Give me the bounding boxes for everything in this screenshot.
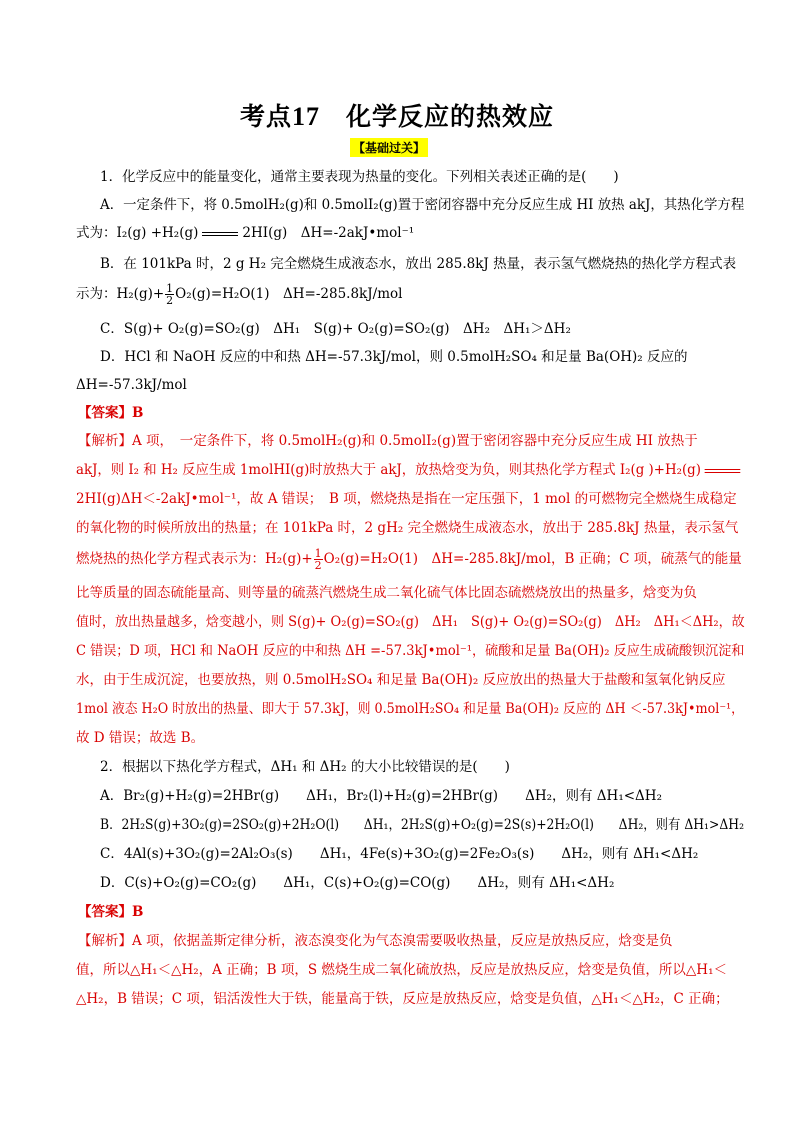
fraction-one-half: $\frac{1}{2}$ (314, 547, 322, 572)
q1-explanation-1: 【解析】A 项， 一定条件下，将 0.5molH₂(g)和 0.5molI₂(g)置于密闭容器中充分反应生成 HI 放热于 (78, 433, 698, 449)
q1-explanation-6: 比等质量的固态硫能量高、则等量的硫蒸汽燃烧生成二氧化硫气体比固态硫燃烧放出的热量多，焓变为负 (76, 585, 697, 601)
reversible-arrow-icon (705, 467, 741, 475)
section-badge: 【基础过关】 (350, 138, 428, 157)
q1-option-a-line1: A．一定条件下，将 0.5molH₂(g)和 0.5molI₂(g)置于密闭容器中充分反应生成 HI 放热 akJ，其热化学方程 (100, 197, 745, 213)
q1-option-c: C．S(g)+ O₂(g)=SO₂(g) ΔH₁ S(g)+ O₂(g)=SO₂(g) ΔH₂ ΔH₁＞ΔH₂ (100, 321, 571, 337)
title-text: 化学反应的热效应 (346, 102, 555, 131)
page-title (0, 97, 794, 133)
q2-explanation-2: 值，所以△H₁＜△H₂，A 正确；B 项，S 燃烧生成二氧化硫放热，反应是放热反应，焓变是负值，所以△H₁＜ (76, 962, 727, 978)
title-prefix: 考点 (239, 102, 292, 131)
q1-option-d-line2: ΔH=-57.3kJ/mol (76, 377, 187, 393)
q1-option-b-line2 (76, 283, 402, 306)
q2-stem: 2．根据以下热化学方程式，ΔH₁ 和 ΔH₂ 的大小比较错误的是( ) (100, 759, 510, 775)
q1-option-a-eq-right: 2HI(g) ΔH=-2akJ•mol⁻¹ (242, 225, 415, 241)
q1-explanation-3: 2HI(g)ΔH＜-2akJ•mol⁻¹，故 A 错误； B 项，燃烧热是指在一定压强下，1 mol 的可燃物完全燃烧生成稳定 (76, 491, 737, 507)
q2-explanation-1: 【解析】A 项，依据盖斯定律分析，液态溴变化为气态溴需要吸收热量，反应是放热反应，焓变是负 (78, 933, 673, 949)
q2-option-d: D．C(s)+O₂(g)=CO₂(g) ΔH₁，C(s)+O₂(g)=CO(g) ΔH₂，则有 ΔH₁<ΔH₂ (100, 875, 615, 891)
q2-answer: 【答案】B (78, 904, 144, 920)
reversible-arrow-icon (202, 230, 238, 238)
q1-explanation-8: C 错误；D 项，HCl 和 NaOH 反应的中和热 ΔH =-57.3kJ•mol⁻¹，硫酸和足量 Ba(OH)₂ 反应生成硫酸钡沉淀和 (76, 643, 745, 659)
q1-option-a-line2 (76, 224, 414, 242)
q2-option-b: B．2H₂S(g)+3O₂(g)=2SO₂(g)+2H₂O(l) ΔH₁，2H₂S(g)+O₂(g)=2S(s)+2H₂O(l) ΔH₂，则有 ΔH₁>ΔH₂ (100, 817, 745, 833)
q1-explanation-11: 故 D 错误；故选 B。 (76, 730, 205, 746)
title-number: 17 (291, 102, 320, 131)
q2-option-a: A．Br₂(g)+H₂(g)=2HBr(g) ΔH₁，Br₂(l)+H₂(g)=2HBr(g) ΔH₂，则有 ΔH₁<ΔH₂ (100, 788, 662, 804)
q1-option-b-line1: B．在 101kPa 时，2 g H₂ 完全燃烧生成液态水，放出 285.8kJ 热量，表示氢气燃烧热的热化学方程式表 (100, 256, 737, 272)
q1-explanation-10: 1mol 液态 H₂O 时放出的热量、即大于 57.3kJ，则 0.5molH₂SO₄ 和足量 Ba(OH)₂ 反应的 ΔH ＜-57.3kJ•mol⁻¹， (76, 701, 744, 717)
q2-explanation-3: △H₂，B 错误；C 项，铝活泼性大于铁，能量高于铁，反应是放热反应，焓变是负值，△H₁＜△H₂，C 正确； (76, 991, 729, 1007)
q2-option-c: C．4Al(s)+3O₂(g)=2Al₂O₃(s) ΔH₁，4Fe(s)+3O₂(g)=2Fe₂O₃(s) ΔH₂，则有 ΔH₁<ΔH₂ (100, 846, 699, 862)
fraction-one-half: $\frac{1}{2}$ (166, 282, 174, 307)
q1-stem: 1．化学反应中的能量变化，通常主要表现为热量的变化。下列相关表述正确的是( ) (100, 169, 619, 185)
q1-answer: 【答案】B (78, 405, 144, 421)
q1-explanation-5: 燃烧热的热化学方程式表示为：H₂(g)+ $\frac{1}{2}$ O₂(g)=H₂O(1) ΔH=-285.8kJ/mol，B 正确；C 项，硫蒸气的能量 (76, 547, 742, 572)
q1-explanation-4: 的氧化物的时候所放出的热量；在 101kPa 时，2 gH₂ 完全燃烧生成液态水，放出于 285.8kJ 热量，表示氢气 (76, 520, 739, 536)
q1-option-a-eq-left: 式为：I₂(g) +H₂(g) (76, 225, 199, 241)
q1-explanation-9: 水，由于生成沉淀，也要放热，则 0.5molH₂SO₄ 和足量 Ba(OH)₂ 反应放出的热量大于盐酸和氢氧化钠反应 (76, 672, 726, 688)
q1-option-b-eq-left: 示为：H₂(g)+ (76, 286, 165, 302)
q1-option-d-line1: D．HCl 和 NaOH 反应的中和热 ΔH=-57.3kJ/mol，则 0.5molH₂SO₄ 和足量 Ba(OH)₂ 反应的 (100, 349, 688, 365)
q1-explanation-2: akJ，则 I₂ 和 H₂ 反应生成 1molHI(g)时放热大于 akJ，放热焓变为负，则其热化学方程式 I₂(g )+H₂(g) (76, 461, 744, 479)
q1-option-b-eq-right: O₂(g)=H₂O(1) ΔH=-285.8kJ/mol (175, 286, 403, 302)
q1-explanation-7: 值时，放出热量越多，焓变越小，则 S(g)+ O₂(g)=SO₂(g) ΔH₁ S(g)+ O₂(g)=SO₂(g) ΔH₂ ΔH₁＜ΔH₂，故 (76, 614, 745, 630)
